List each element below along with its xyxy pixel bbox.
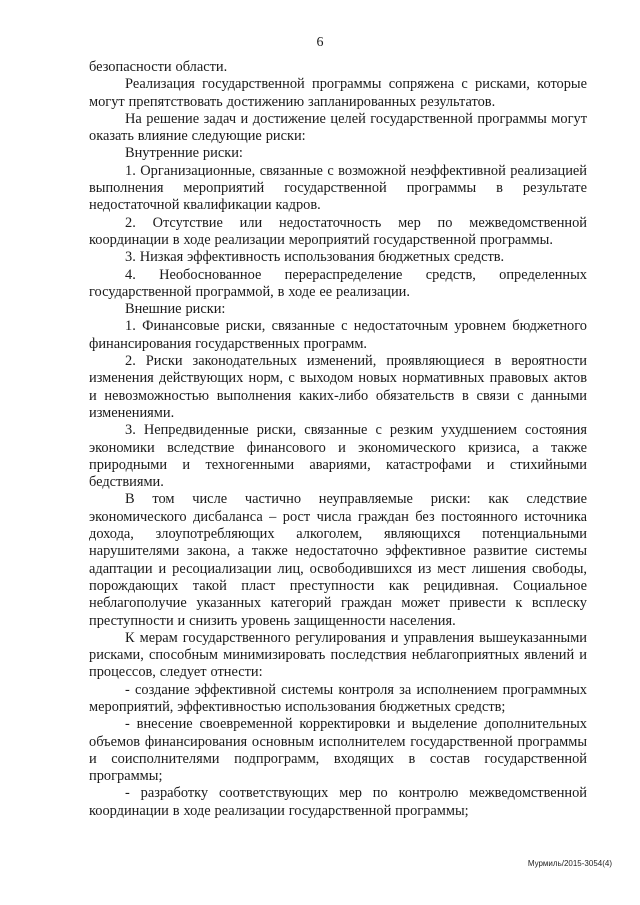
heading-external-risks: Внешние риски:	[125, 301, 226, 318]
external-risk-item-3: 3. Непредвиденные риски, связанные с резким ухудшением состояния экономики вследствие финансового и экономического кризиса, а также природными и техногенными авариями, катастрофами и стихийными бедствиями.	[89, 422, 587, 491]
paragraph-risks-intro: Реализация государственной программы сопряжена с рисками, которые могут препятствовать достижению запланированных результатов.	[89, 76, 587, 110]
footer-document-code: Мурмиль/2015-3054(4)	[527, 859, 612, 868]
page-number: 6	[316, 35, 324, 50]
measure-item-3: - разработку соответствующих мер по контролю межведомственной координации в ходе реализации государственной программы;	[89, 785, 587, 819]
paragraph-continuation: безопасности области.	[89, 59, 228, 75]
paragraph-uncontrolled-risks: В том числе частично неуправляемые риски: как следствие экономического дисбаланса – рост числа граждан без постоянного источника дохода, злоупотребляющих алкоголем, являющихся потенциальными нарушителями закона, а также недостаточно эффективное развитие системы адаптации и ресоциализации лиц, освободившихся из мест лишения свободы, порождающих такой пласт преступности как рецидивная. Социальное неблагополучие указанных категорий граждан может привести к всплеску преступности и снизить уровень защищенности населения.	[89, 491, 587, 629]
measure-item-2: - внесение своевременной корректировки и выделение дополнительных объемов финансирования основным исполнителем государственной программы и соисполнителями подпрограмм, входящих в состав государственной программы;	[89, 716, 587, 785]
paragraph-risks-influence: На решение задач и достижение целей государственной программы могут оказать влияние следующие риски:	[89, 110, 587, 145]
heading-internal-risks: Внутренние риски:	[125, 145, 243, 162]
measure-item-1: - создание эффективной системы контроля за исполнением программных мероприятий, эффективностью использования бюджетных средств;	[89, 681, 587, 715]
external-risk-item-2: 2. Риски законодательных изменений, проявляющиеся в вероятности изменения действующих норм, с выходом новых нормативных правовых актов и невозможностью выполнения каких-либо обязательств в связи с данными изменениями.	[89, 353, 587, 421]
internal-risk-item-3: 3. Низкая эффективность использования бюджетных средств.	[125, 249, 505, 266]
internal-risk-item-2: 2. Отсутствие или недостаточность мер по межведомственной координации в ходе реализации мероприятий государственной программы.	[89, 214, 587, 248]
external-risk-item-1: 1. Финансовые риски, связанные с недостаточным уровнем бюджетного финансирования государственных программ.	[89, 318, 587, 352]
internal-risk-item-1: 1. Организационные, связанные с возможной неэффективной реализацией выполнения мероприятий государственной программы в результате недостаточной квалификации кадров.	[89, 162, 587, 214]
paragraph-regulation-measures: К мерам государственного регулирования и управления вышеуказанными рисками, способным минимизировать последствия неблагоприятных явлений и процессов, следует отнести:	[89, 629, 587, 681]
document-body	[89, 59, 587, 820]
internal-risk-item-4: 4. Необоснованное перераспределение средств, определенных государственной программой, в ходе ее реализации.	[89, 266, 587, 300]
